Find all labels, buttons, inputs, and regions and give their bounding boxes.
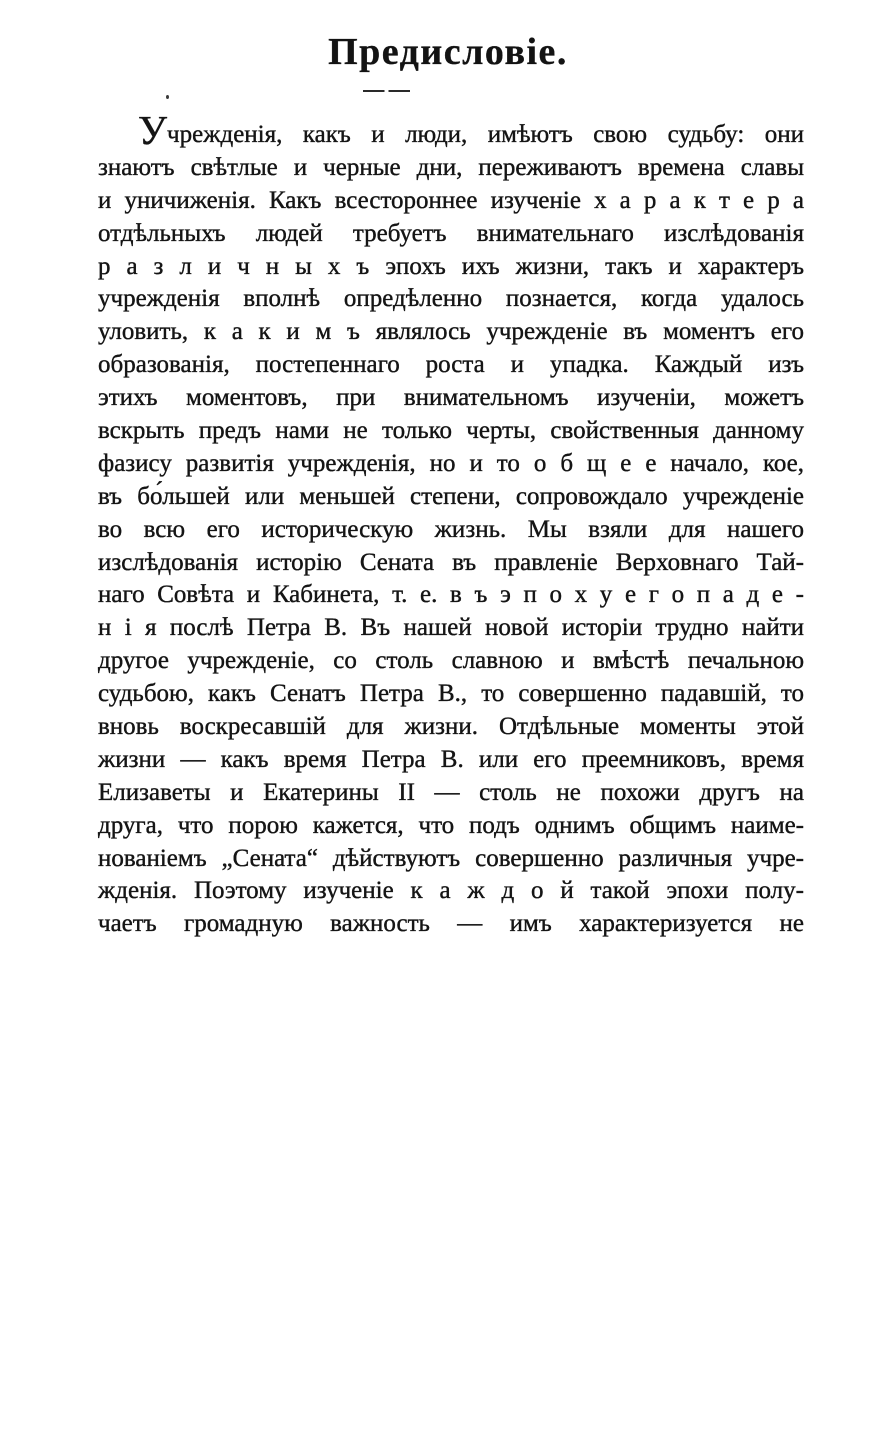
paragraph-line: въ бо́льшей или меньшей степени, сопровождало учрежденіе [98,482,804,510]
paragraph-line: знаютъ свѣтлые и черные дни, переживаютъ времена славы [98,153,804,181]
paragraph-line: изслѣдованія исторію Сената въ правленіе Верховнаго Тай- [98,548,804,576]
paragraph-line: жденія. Поэтому изученіе к а ж д о й такой эпохи полу- [98,877,804,905]
paragraph-line: уловить, к а к и м ъ являлось учрежденіе въ моментъ его [98,318,804,346]
paragraph-line: друга, что порою кажется, что подъ однимъ общимъ наиме- [98,811,804,839]
paragraph-line: р а з л и ч н ы х ъ эпохъ ихъ жизни, такъ и характеръ [98,252,804,280]
paragraph-line [98,107,804,153]
paragraph-line: Елизаветы и Екатерины II — столь не похожи другъ на [98,778,804,806]
page-title: Предисловіе. [328,31,568,73]
drop-cap-letter: У [138,107,168,153]
paragraph-line: во всю его историческую жизнь. Мы взяли для нашего [98,515,804,543]
paragraph-line: судьбою, какъ Сенатъ Петра В., то совершенно падавшій, то [98,680,804,708]
paragraph-line: чаетъ громадную важность — имъ характеризуется не [98,910,804,938]
paragraph-line: отдѣльныхъ людей требуетъ внимательнаго изслѣдованія [98,219,804,247]
paragraph-line: другое учрежденіе, со столь славною и вмѣстѣ печальною [98,647,804,675]
paragraph-line: н і я послѣ Петра В. Въ нашей новой исторіи трудно найти [98,614,804,642]
paragraph-line: образованія, постепеннаго роста и упадка. Каждый изъ [98,351,804,379]
ink-speck [166,95,169,99]
paragraph-line: жизни — какъ время Петра В. или его преемниковъ, время [98,745,804,773]
preface-paragraph [98,107,804,941]
paragraph-lines [98,152,804,941]
paragraph-line: наго Совѣта и Кабинета, т. е. в ъ э п о х у е г о п а д е - [98,581,804,609]
paragraph-line: этихъ моментовъ, при внимательномъ изученіи, можетъ [98,384,804,412]
paragraph-line: вновь воскресавшій для жизни. Отдѣльные моменты этой [98,713,804,741]
paragraph-line: нованіемъ „Сената“ дѣйствуютъ совершенно различныя учре- [98,844,804,872]
paragraph-line: вскрыть предъ нами не только черты, свойственныя данному [98,417,804,445]
paragraph-line: и уничиженія. Какъ всестороннее изученіе х а р а к т е р а [98,186,804,214]
title-divider-rule [363,90,410,92]
paragraph-line: учрежденія вполнѣ опредѣленно познается, когда удалось [98,285,804,313]
first-line-text: чрежденія, какъ и люди, имѣютъ свою судьбу: они [167,121,804,148]
paragraph-line: фазису развитія учрежденія, но и то о б щ е е начало, кое, [98,449,804,477]
